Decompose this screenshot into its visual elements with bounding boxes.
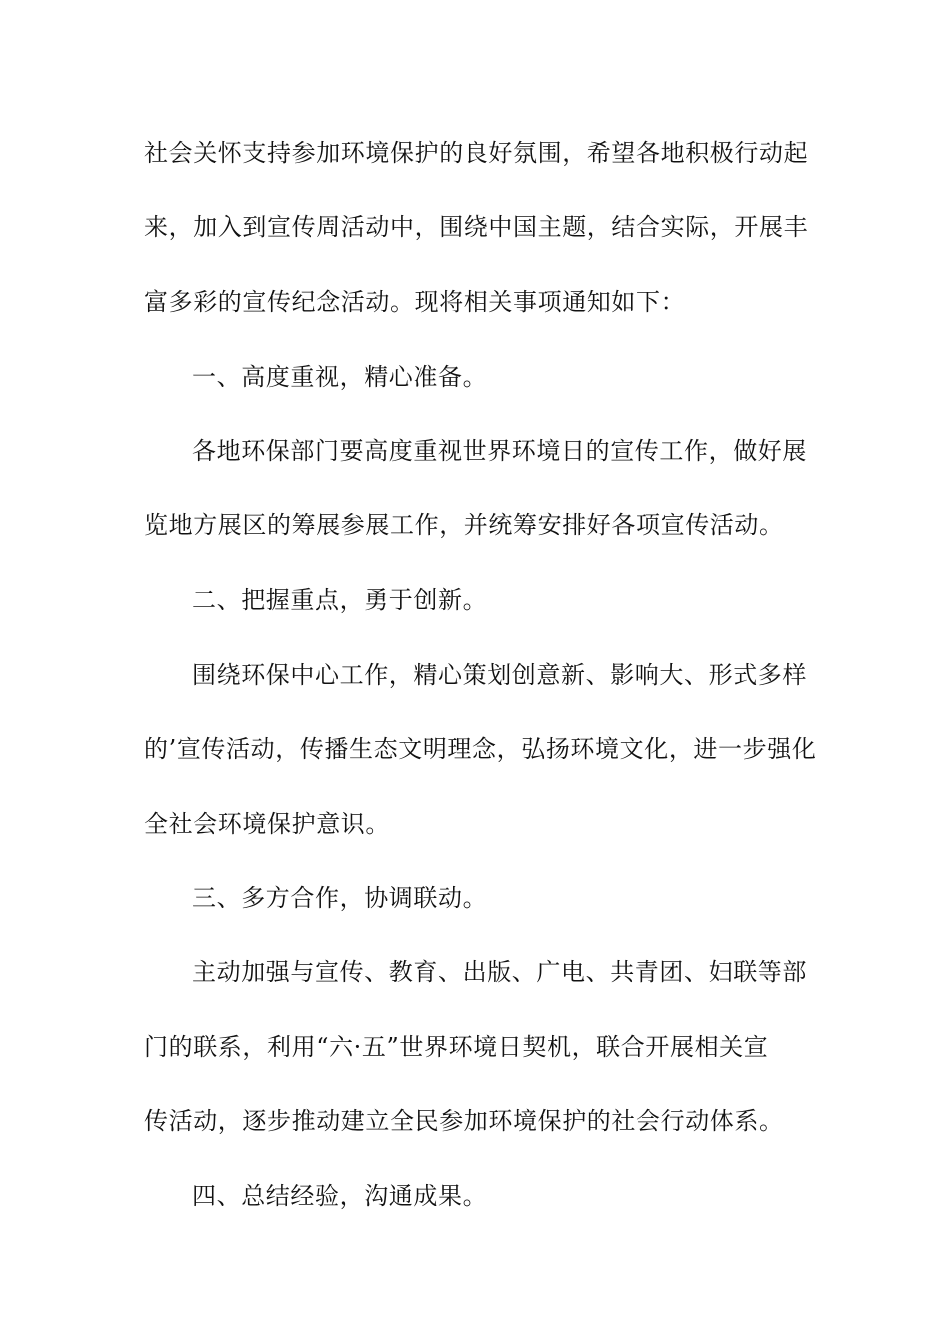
body-text-line: 主动加强与宣传、教育、出版、广电、共青团、妇联等部 (192, 958, 807, 986)
section-heading-2: 二、把握重点，勇于创新。 (192, 586, 488, 614)
body-text-line: 富多彩的宣传纪念活动。现将相关事项通知如下： (144, 288, 686, 316)
body-text-line: 围绕环保中心工作，精心策划创意新、影响大、形式多样 (192, 661, 807, 689)
section-heading-1: 一、高度重视，精心准备。 (192, 363, 488, 391)
body-text-line: 门的联系，利用“六·五”世界环境日契机，联合开展相关宣 (144, 1033, 769, 1061)
section-heading-3: 三、多方合作，协调联动。 (192, 884, 488, 912)
body-text-line: 来，加入到宣传周活动中，围绕中国主题，结合实际，开展丰 (144, 213, 809, 241)
section-heading-4: 四、总结经验，沟通成果。 (192, 1182, 488, 1210)
body-text-line: 全社会环境保护意识。 (144, 810, 390, 838)
body-text-line: 传活动，逐步推动建立全民参加环境保护的社会行动体系。 (144, 1107, 784, 1135)
body-text-line: 览地方展区的筹展参展工作，并统筹安排好各项宣传活动。 (144, 511, 784, 539)
body-text-line: 各地环保部门要高度重视世界环境日的宣传工作，做好展 (192, 437, 807, 465)
body-text-line: 社会关怀支持参加环境保护的良好氛围，希望各地积极行动起 (144, 139, 809, 167)
body-text-line: 的’宣传活动，传播生态文明理念，弘扬环境文化，进一步强化 (144, 735, 817, 763)
